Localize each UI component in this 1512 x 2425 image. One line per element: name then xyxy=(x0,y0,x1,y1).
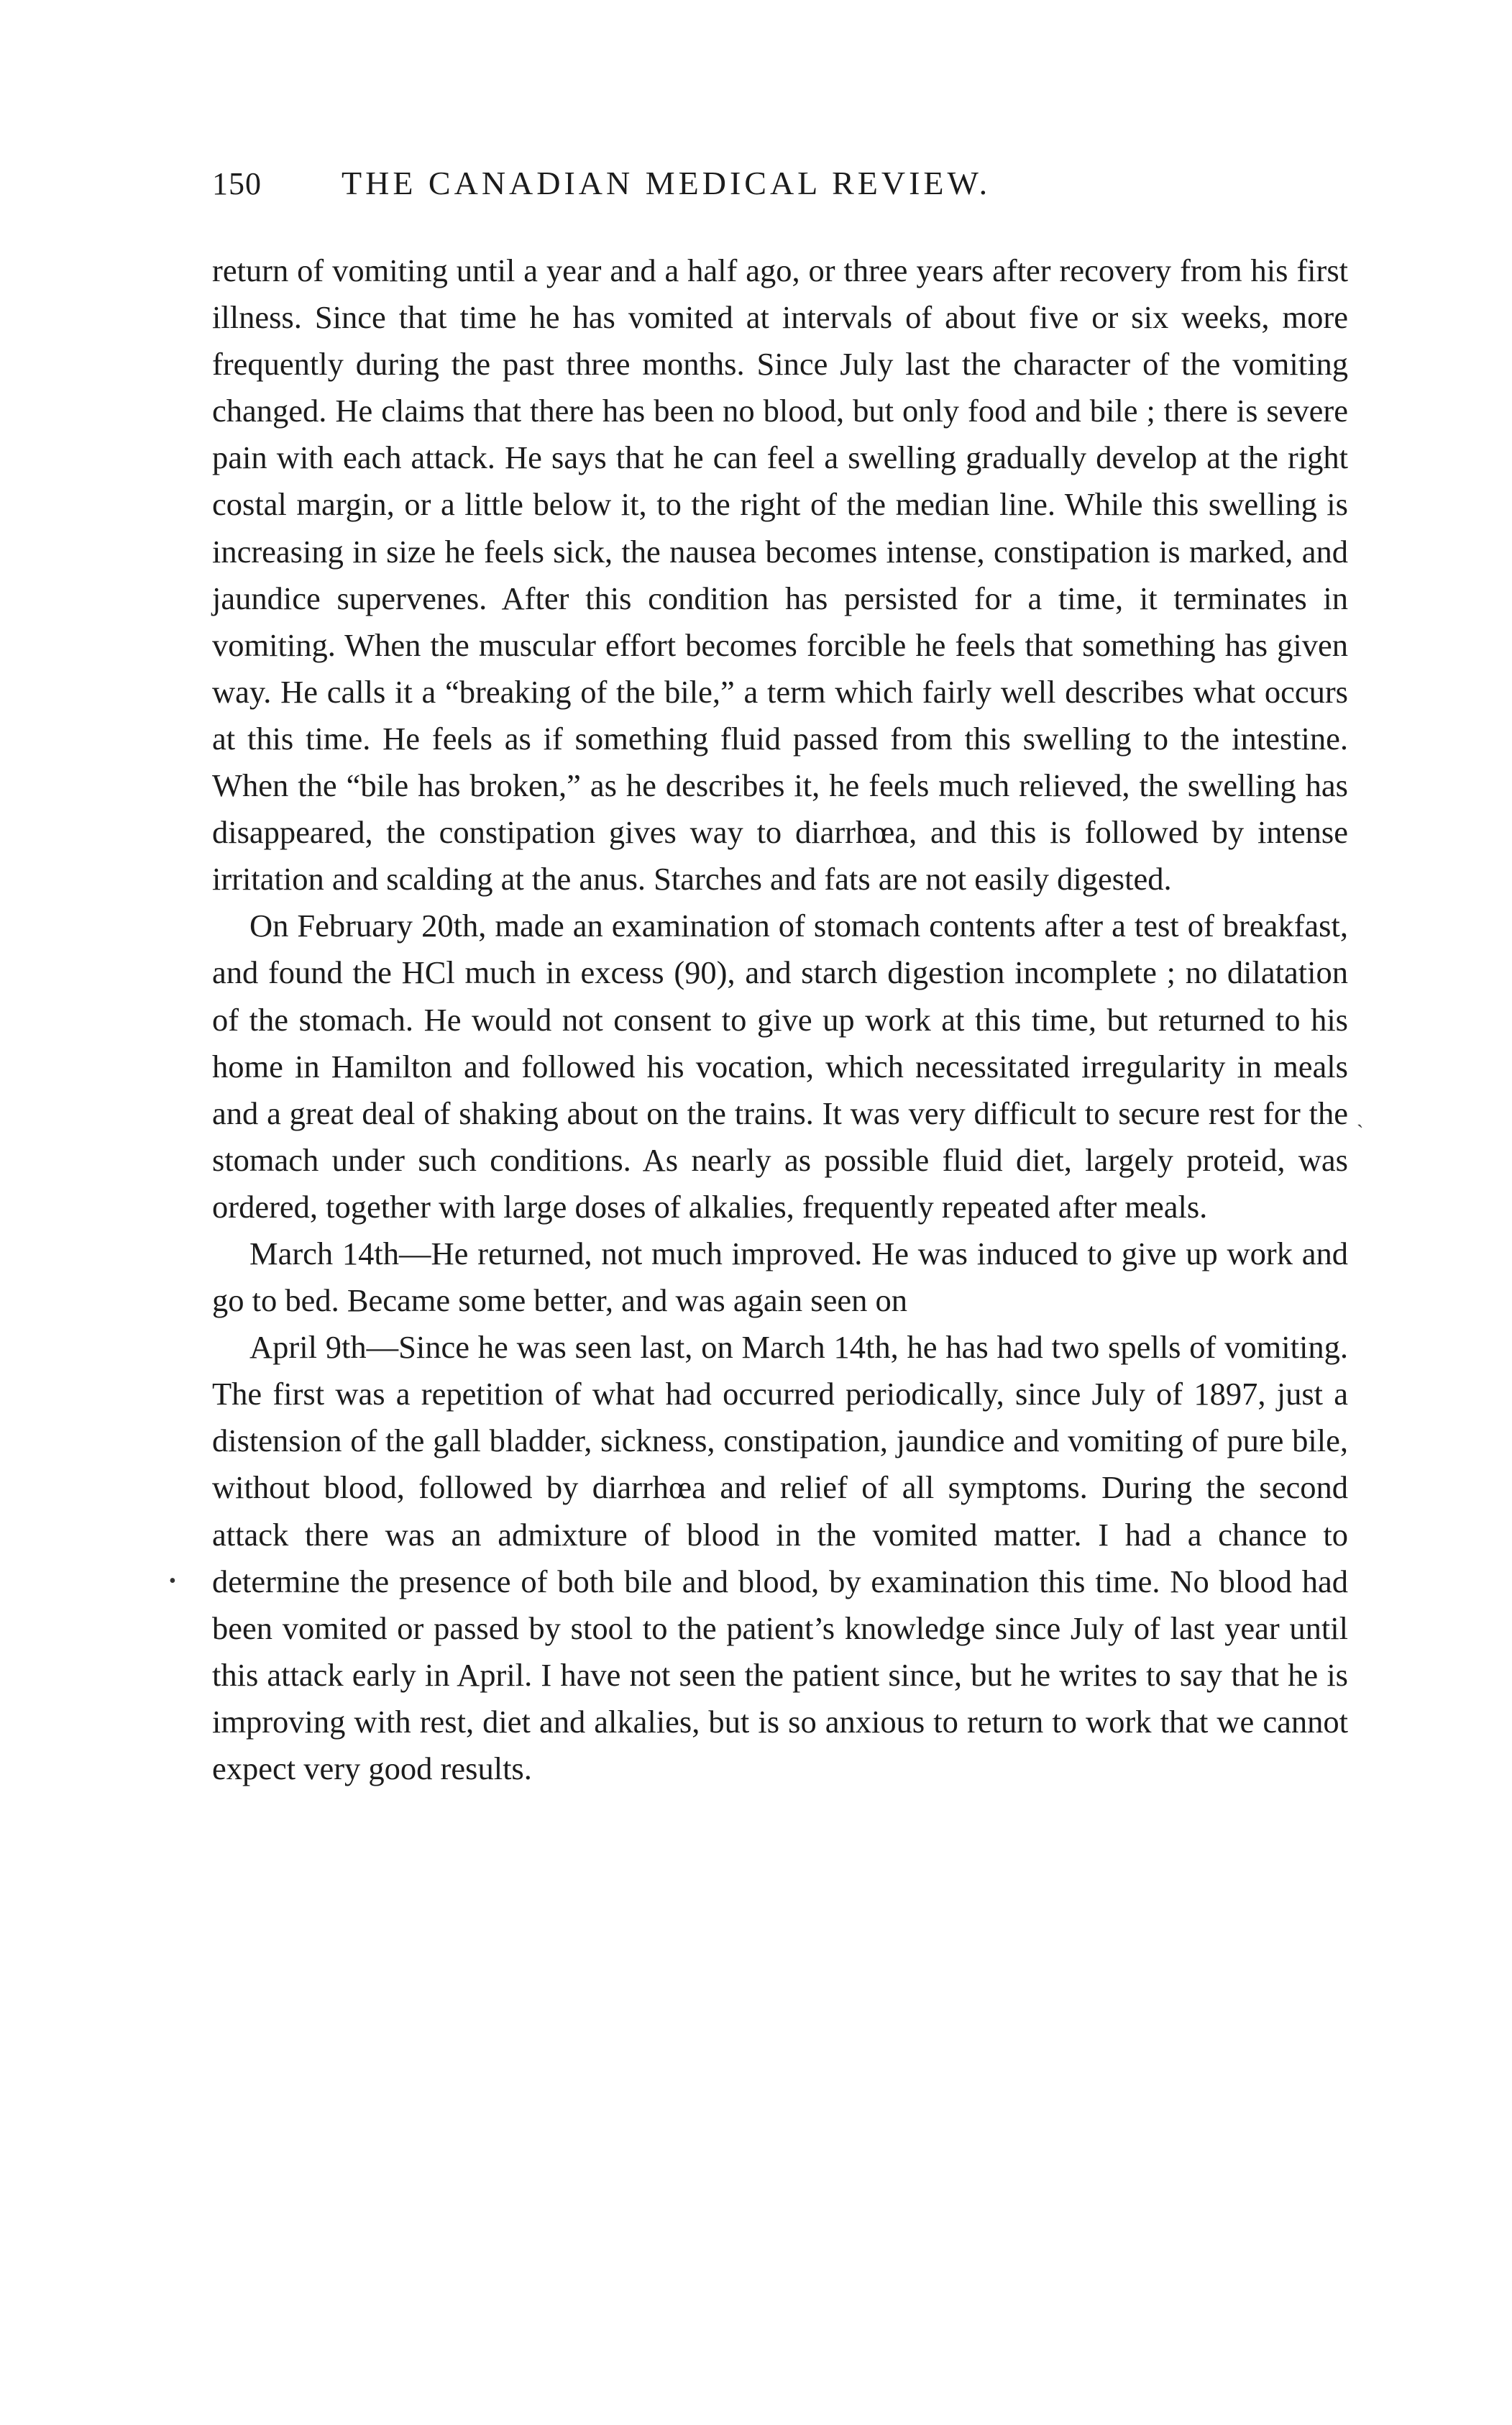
paragraph-continuation: return of vomiting until a year and a half ago, or three years after recovery from his first illness. Since that time he has vomited at intervals of about five or six weeks, more frequently during the past three months. Since July last the character of the vomiting changed. He claims that there has been no blood, but only food and bile ; there is severe pain with each attack. He says that he can feel a swelling gradually develop at the right costal margin, or a little below it, to the right of the median line. While this swelling is increasing in size he feels sick, the nausea becomes intense, constipation is marked, and jaundice supervenes. After this condition has persisted for a time, it terminates in vomiting. When the muscular effort becomes forcible he feels that something has given way. He calls it a “breaking of the bile,” a term which fairly well describes what occurs at this time. He feels as if something fluid passed from this swelling to the intestine. When the “bile has broken,” as he describes it, he feels much relieved, the swelling has disappeared, the constipation gives way to diarrhœa, and this is followed by intense irritation and scalding at the anus. Starches and fats are not easily digested. xyxy=(212,252,1348,898)
margin-dot-mark: • xyxy=(169,1570,176,1592)
document-page xyxy=(169,164,1364,1792)
paragraph-february-examination: On February 20th, made an examination of stomach contents after a test of breakfast, and found the HCl much in excess (90), and starch digestion incomplete ; no dilatation of the stomach. He would not consent to give up work at this time, but returned to his home in Hamilton and followed his vocation, which necessitated irregularity in meals and a great deal of shaking about on the trains. It was very difficult to secure rest for the stomach under such conditions. As nearly as possible fluid diet, largely proteid, was ordered, together with large doses of alkalies, frequently repeated after meals. xyxy=(212,908,1348,1225)
journal-title: THE CANADIAN MEDICAL REVIEW. xyxy=(342,165,991,201)
article-body xyxy=(212,247,1348,1792)
page-number: 150 xyxy=(212,166,262,201)
running-head xyxy=(212,164,1348,222)
paragraph-april-9th: April 9th—Since he was seen last, on March 14th, he has had two spells of vomiting. The first was a repetition of what had occurred periodically, since July of 1897, just a distension of the gall bladder, sickness, constipation, jaundice and vomiting of pure bile, without blood, followed by diarrhœa and relief of all symptoms. During the second attack there was an admixture of blood in the vomited matter. I had a chance to determine the presence of both bile and blood, by examination this time. No blood had been vomited or passed by stool to the patient’s knowledge since July of last year until this attack early in April. I have not seen the patient since, but he writes to say that he is improving with rest, diet and alkalies, but is so anxious to return to work that we cannot expect very good results. xyxy=(212,1329,1348,1786)
paragraph-march-14th: March 14th—He returned, not much improved. He was induced to give up work and go to bed. Became some better, and was again seen on xyxy=(212,1235,1348,1319)
margin-tick-mark: ˎ xyxy=(1357,1106,1364,1128)
